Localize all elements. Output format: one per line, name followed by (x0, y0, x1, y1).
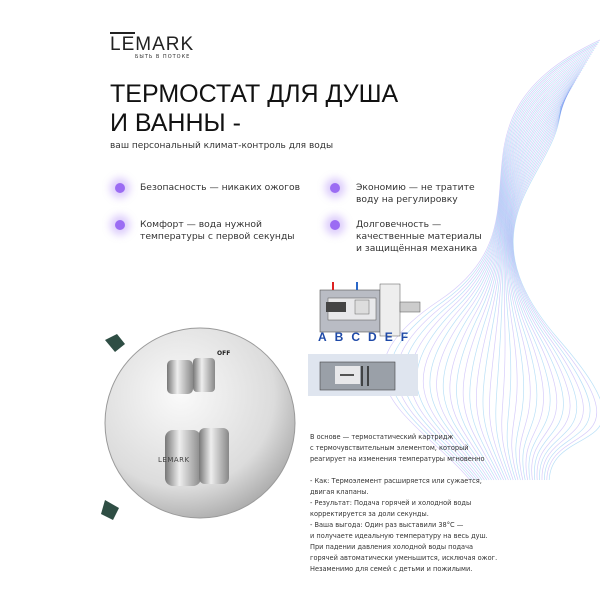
body-line: - Ваша выгода: Один раз выставили 38°C — (310, 521, 464, 529)
feature-comfort (140, 219, 295, 243)
description (310, 432, 520, 575)
diagram-letter: B (334, 330, 344, 344)
feature-durability (356, 219, 482, 255)
diagram-letter: C (351, 330, 361, 344)
feature-text: Безопасность — никаких ожогов (140, 182, 301, 193)
body-line: и получаете идеальную температуру на весь душ. (310, 532, 488, 540)
body-line: При падении давления холодной воды подача (310, 543, 474, 551)
body-line: - Как: Термоэлемент расширяется или сужается, (310, 477, 482, 485)
body-line: реагирует на изменения температуры мгновенно (310, 455, 485, 463)
feature-text: воду на регулировку (356, 194, 458, 205)
diagram-letters (318, 330, 408, 344)
feature-text: температуры с первой секунды (140, 231, 295, 242)
diagram-letter: F (400, 330, 409, 344)
body-line: двигая клапаны. (310, 488, 369, 496)
knob-label: OFF (217, 350, 231, 357)
body-line: - Результат: Подача горячей и холодной воды (310, 499, 472, 507)
feature-text: Комфорт — вода нужной (140, 219, 263, 230)
feature-text: качественные материалы (356, 231, 482, 242)
thermostat-product-image (95, 320, 305, 530)
wave-line (513, 104, 597, 480)
body-line: В основе — термостатический картридж (310, 433, 454, 441)
body-line: корректируется за доли секунды. (310, 510, 429, 518)
subtitle: ваш персональный климат-контроль для воды (110, 141, 334, 151)
diagram-letter: E (384, 330, 393, 344)
bullet-dot-icon (330, 220, 340, 230)
logo-tagline: БЫТЬ В ПОТОКЕ (135, 54, 191, 60)
brand-logo (110, 32, 194, 60)
wave-line (397, 44, 598, 480)
feature-text: и защищённая механика (356, 243, 478, 254)
title-line-2: И ВАННЫ - (110, 109, 241, 137)
product-brand: LEMARK (158, 456, 190, 464)
feature-text: Долговечность — (356, 219, 442, 230)
bullet-dot-icon (115, 220, 125, 230)
page-title (110, 80, 398, 138)
wave-line (508, 86, 573, 480)
body-line: горячей автоматически уменьшится, исключая ожог. (310, 554, 498, 562)
body-line: с термочувствительным элементом, который (310, 444, 469, 452)
title-line-1: ТЕРМОСТАТ ДЛЯ ДУША (110, 80, 399, 108)
logo-name: LEMARK (110, 34, 195, 55)
wave-line (410, 48, 595, 480)
diagram-letter: D (368, 330, 377, 344)
feature-safety (140, 182, 300, 194)
feature-economy (356, 182, 475, 206)
feature-text: Экономию — не тратите (356, 182, 475, 193)
bullet-dot-icon (330, 183, 340, 193)
body-line: Незаменимо для семей с детьми и пожилыми. (310, 565, 473, 573)
bullet-dot-icon (115, 183, 125, 193)
diagram-letter: A (318, 330, 327, 344)
